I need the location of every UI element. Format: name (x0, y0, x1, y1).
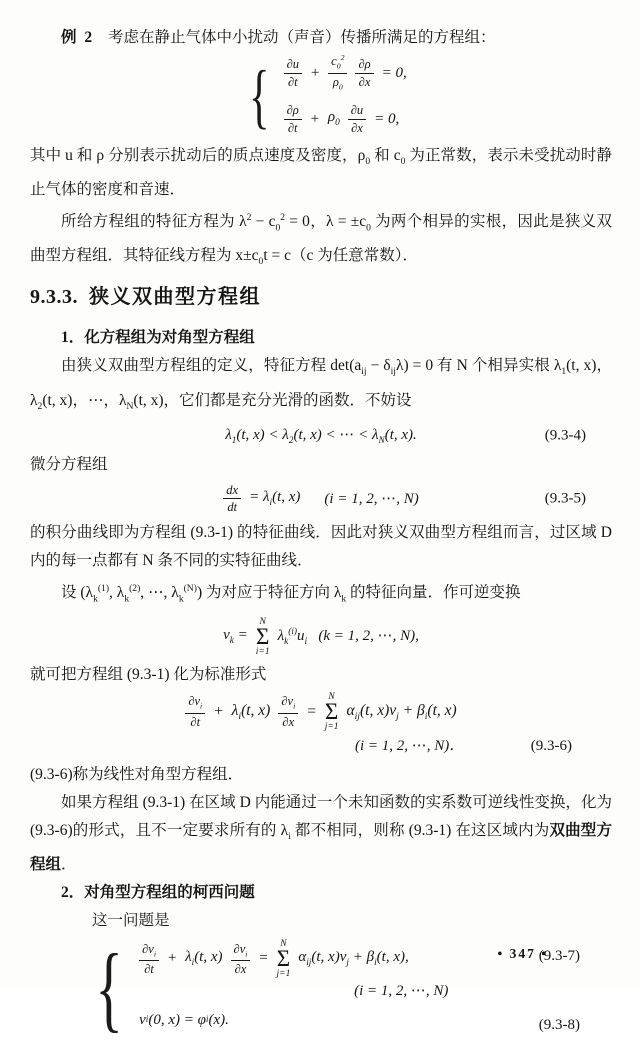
eq4-body: $\lambda_1(t$, $x) < \lambda_2(t$, x) < ⋯ < $\lambda_N(t$, x). (225, 427, 417, 447)
section-heading (30, 284, 612, 310)
coef-lambda-i: $\lambda_i(t$, x) (231, 701, 271, 722)
hyperbolic-system-term: 双曲型方程组 (30, 821, 612, 873)
sigma-glyph: Σ (276, 946, 291, 972)
plus-operator: + (310, 64, 321, 81)
if-text-pre: 如果方程组 (9.3-1) 在区域 D 内能通过一个未知函数的实系数可逆线性变换，化为(9.3-6)的形式，且不一定要求所有的 $\lambda_i$ 都不相同，则称 (9.3-1) 在这区域内为 (30, 793, 612, 842)
eq7-rhs: $\alpha_{ij}(t$, $x)v_j + \beta_i(t$, x), (298, 948, 409, 968)
paragraph-integral-curves: 的积分曲线即为方程组 (9.3-1) 的特征曲线．因此对狭义双曲型方程组而言，过区域 D 内的每一点都有 N 条不同的实特征曲线． (30, 523, 612, 569)
equation-system-sound-waves (242, 54, 612, 138)
plus-operator: + (213, 703, 224, 721)
eq6-condition: (i = 1, 2, ⋯, N)． (355, 737, 465, 754)
section-number: 9.3.3. (30, 286, 78, 309)
sum-upper-limit: N (328, 691, 335, 702)
equals-sign: = (306, 703, 317, 721)
eq4-tag: (9.3-4) (544, 427, 586, 444)
example-intro-text: 考虑在静止气体中小扰动（声音）传播所满足的方程组： (108, 29, 496, 46)
plus-operator: + (309, 110, 320, 127)
eq6-main-row (30, 691, 612, 733)
equation-9-3-6 (30, 691, 612, 759)
eq6-tag: (9.3-6) (530, 737, 572, 754)
section-title: 狭义双曲型方程组 (89, 286, 261, 309)
fraction-c0sq-rho0: $\frac{c_0^2}{\rho_0}$ (328, 54, 347, 92)
fraction-du-dx: $\frac{\partial u}{\partial x}$ (348, 103, 366, 135)
equation-row-drho-dt (284, 100, 407, 138)
coef-rho0: $\rho_0$ (327, 108, 340, 128)
line-diagonal-system-name: (9.3-6)称为线性对角型方程组． (30, 765, 244, 783)
line-this-problem-is: 这一问题是 (92, 911, 170, 929)
line-standard-form: 就可把方程组 (9.3-1) 化为标准形式 (30, 665, 267, 683)
line-differential-system: 微分方程组 (30, 455, 108, 473)
sum-upper-limit: N (280, 938, 287, 949)
fraction-dx-dt: $\frac{dx}{dt}$ (223, 483, 241, 515)
equation-row-du-dt (284, 54, 407, 92)
equation-9-3-4 (30, 422, 612, 450)
page-number: • 347 • (497, 946, 548, 961)
eq8-tag: (9.3-8) (538, 1016, 580, 1033)
if-text-post: ． (61, 855, 77, 873)
eq7-main-row (139, 939, 448, 979)
paragraph-eigenvector: 设 ($\lambda_k^{(1)}$, $\lambda_k^{(2)}$, ⋯, $\lambda_k^{(N)}$) 为对应于特征方向 $\lambda_k$ 的特征向量．作可逆变换 (61, 582, 521, 604)
fraction-dvi-dx: $\frac{\partial v_i}{\partial x}$ (231, 942, 251, 977)
sum-upper-limit: N (259, 616, 266, 627)
sum-lower-limit: j=1 (276, 968, 291, 979)
equals-sign: = (258, 950, 269, 967)
paragraph-characteristic: 所给方程组的特征方程为 $\lambda^2 - c_0^2 = 0$，$\lambda = \pm c_0$ 为两个相异的实根，因此是狭义双曲型方程组．其特征线方程为 $x\pm c_0t = c(c$ 为任意常数）． (30, 212, 612, 268)
summation-symbol (325, 692, 339, 732)
fraction-drho-dx: $\frac{\partial\rho}{\partial x}$ (355, 57, 373, 89)
sigma-glyph: Σ (255, 624, 270, 650)
paragraph-hyperbolic-definition (30, 789, 612, 879)
vk-lhs: $v_k$ = (223, 627, 248, 647)
equation-9-3-5 (30, 481, 612, 517)
sum-lower-limit: i=1 (255, 646, 270, 657)
left-brace: { (248, 56, 270, 136)
summation-symbol (277, 939, 291, 979)
eq6-rhs: $\alpha_{ij}(t$, $x)v_j + \beta_i(t$, x) (346, 701, 457, 722)
sigma-glyph: Σ (324, 699, 339, 725)
fraction-dvi-dt: $\frac{\partial v_i}{\partial t}$ (185, 694, 205, 729)
subitem-1-diagonalize: 1．化方程组为对角型方程组 (61, 329, 255, 347)
summation-symbol (256, 617, 270, 657)
subitem-2-cauchy-problem: 2．对角型方程组的柯西问题 (61, 883, 255, 901)
vk-rhs: $\lambda_k^{(i)}u_i$ (k = 1, 2, ⋯, N), (277, 627, 419, 648)
example-label: 例 2 (61, 29, 95, 46)
coef-lambda-i: $\lambda_i(t$, x) (185, 948, 223, 968)
equation-vk-transform (30, 614, 612, 660)
paragraph-variables: 其中 u 和 ρ 分别表示扰动后的质点速度及密度，$\rho_0$ 和 $c_0$ 为正常数，表示未受扰动时静止气体的密度和音速． (30, 147, 612, 199)
example-2-paragraph (30, 24, 612, 52)
equals-zero: = 0, (381, 64, 407, 81)
fraction-dvi-dx: $\frac{\partial v_i}{\partial x}$ (278, 694, 298, 729)
sum-lower-limit: j=1 (324, 721, 339, 732)
fraction-du-dt: $\frac{\partial u}{\partial t}$ (284, 57, 302, 89)
left-brace: { (95, 933, 123, 1041)
fraction-dvi-dt: $\frac{\partial v_i}{\partial t}$ (139, 942, 159, 977)
eq6-condition-row (30, 733, 612, 759)
system-rows (139, 939, 448, 1037)
eq7-condition: (i = 1, 2, ⋯, N) (354, 982, 449, 999)
system-rows (284, 54, 407, 138)
eq5-rhs: = $\lambda_i(t$, x) (249, 489, 301, 509)
fraction-drho-dt: $\frac{\partial\rho}{\partial t}$ (284, 103, 302, 135)
eq8-initial-condition: v i (0, x) = φ i (x). (139, 1011, 229, 1028)
equals-zero: = 0, (374, 110, 400, 127)
eq7-tag: (9.3-7) (538, 947, 580, 964)
paragraph-definition: 由狭义双曲型方程组的定义，特征方程 $\det(a_{ij} - \delta_{ij}\lambda) = 0$ 有 N 个相异实根 $\lambda_1(t$, x)，$\lambda_2(t$, x)，⋯，$\lambda_N(t$, x)，它们都是充分光滑的函数．不妨设 (30, 357, 612, 412)
plus-operator: + (166, 950, 178, 967)
eq5-tag: (9.3-5) (544, 490, 586, 507)
eq5-condition: (i = 1, 2, ⋯, N) (324, 491, 419, 508)
